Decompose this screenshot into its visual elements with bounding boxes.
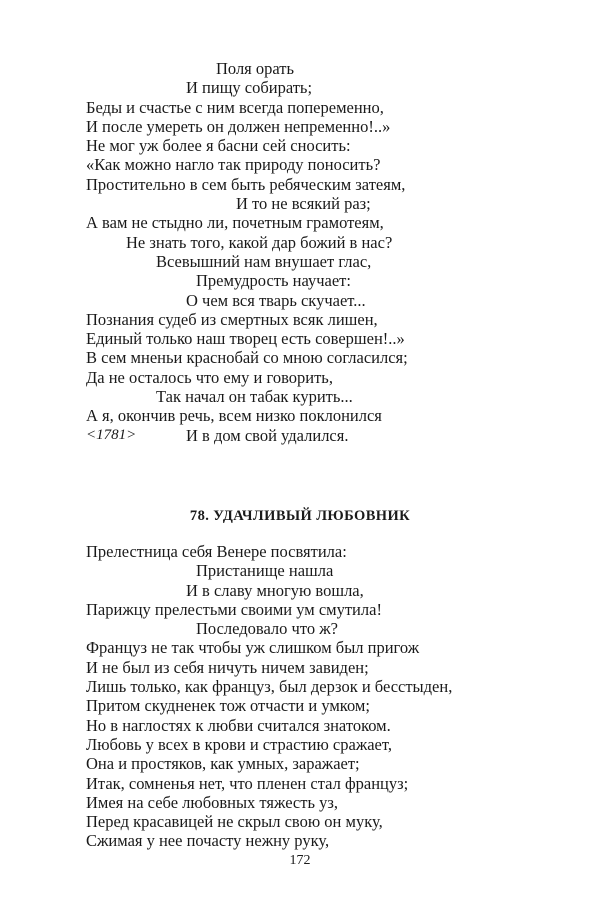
verse-line: Не мог уж более я басни сей сносить:: [86, 136, 351, 156]
verse-line: Любовь у всех в крови и страстию сражает,: [86, 734, 392, 754]
poem-1-stanza: [86, 59, 526, 445]
verse-line: Притом скудненек тож отчасти и умком;: [86, 696, 370, 716]
verse-line: Единый только наш творец есть совершен!..»: [86, 329, 405, 349]
verse-line: Имея на себе любовных тяжесть уз,: [86, 792, 339, 812]
verse-line: И после умереть он должен непременно!..»: [86, 116, 391, 136]
verse-line: Да не осталось что ему и говорить,: [86, 367, 333, 387]
verse-line: Поля орать: [216, 59, 295, 78]
verse-line: В сем мненьи краснобай со мною согласился;: [86, 348, 408, 368]
verse-line: О чем вся тварь скучает...: [186, 290, 366, 310]
verse-line: А я, окончив речь, всем низко поклонился: [86, 406, 382, 426]
verse-line: Не знать того, какой дар божий в нас?: [126, 232, 393, 252]
poem-title: 78. УДАЧЛИВЫЙ ЛЮБОВНИК: [189, 508, 411, 524]
verse-line: И в дом свой удалился.: [186, 425, 349, 445]
verse-line: Последовало что ж?: [196, 619, 338, 639]
verse-line: Простительно в сем быть ребяческим затеям,: [86, 174, 406, 194]
poem-2-stanza: [86, 542, 526, 851]
page-number: 172: [289, 853, 311, 868]
verse-line: Всевышний нам внушает глас,: [156, 251, 372, 271]
verse-line: Лишь только, как француз, был дерзок и бесстыден,: [86, 677, 453, 697]
verse-line: И не был из себя ничуть ничем завиден;: [86, 657, 369, 677]
verse-line: И в славу многую вошла,: [186, 580, 364, 600]
verse-line: Сжимая у нее почасту нежну руку,: [86, 831, 330, 851]
verse-line: Перед красавицей не скрыл свою он муку,: [86, 812, 383, 832]
verse-line: Премудрость научает:: [196, 271, 351, 291]
verse-line: Пристанище нашла: [196, 561, 334, 581]
verse-line: И пищу собирать;: [186, 78, 313, 98]
poem-date: <1781>: [86, 427, 137, 443]
verse-line: А вам не стыдно ли, почетным грамотеям,: [86, 213, 384, 233]
verse-line: «Как можно нагло так природу поносить?: [86, 155, 381, 175]
verse-line: Француз не так чтобы уж слишком был пригож: [86, 638, 420, 658]
verse-line: Познания судеб из смертных всяк лишен,: [86, 309, 378, 329]
verse-line: Она и простяков, как умных, заражает;: [86, 754, 360, 774]
verse-line: Итак, сомненья нет, что пленен стал француз;: [86, 773, 409, 793]
verse-line: Парижцу прелестьми своими ум смутила!: [86, 599, 382, 619]
verse-line: Но в наглостях к любви считался знатоком.: [86, 715, 391, 735]
verse-line: Так начал он табак курить...: [156, 387, 353, 407]
verse-line: Беды и счастье с ним всегда попеременно,: [86, 97, 384, 117]
verse-line: Прелестница себя Венере посвятила:: [86, 542, 347, 561]
verse-line: И то не всякий раз;: [236, 194, 371, 214]
